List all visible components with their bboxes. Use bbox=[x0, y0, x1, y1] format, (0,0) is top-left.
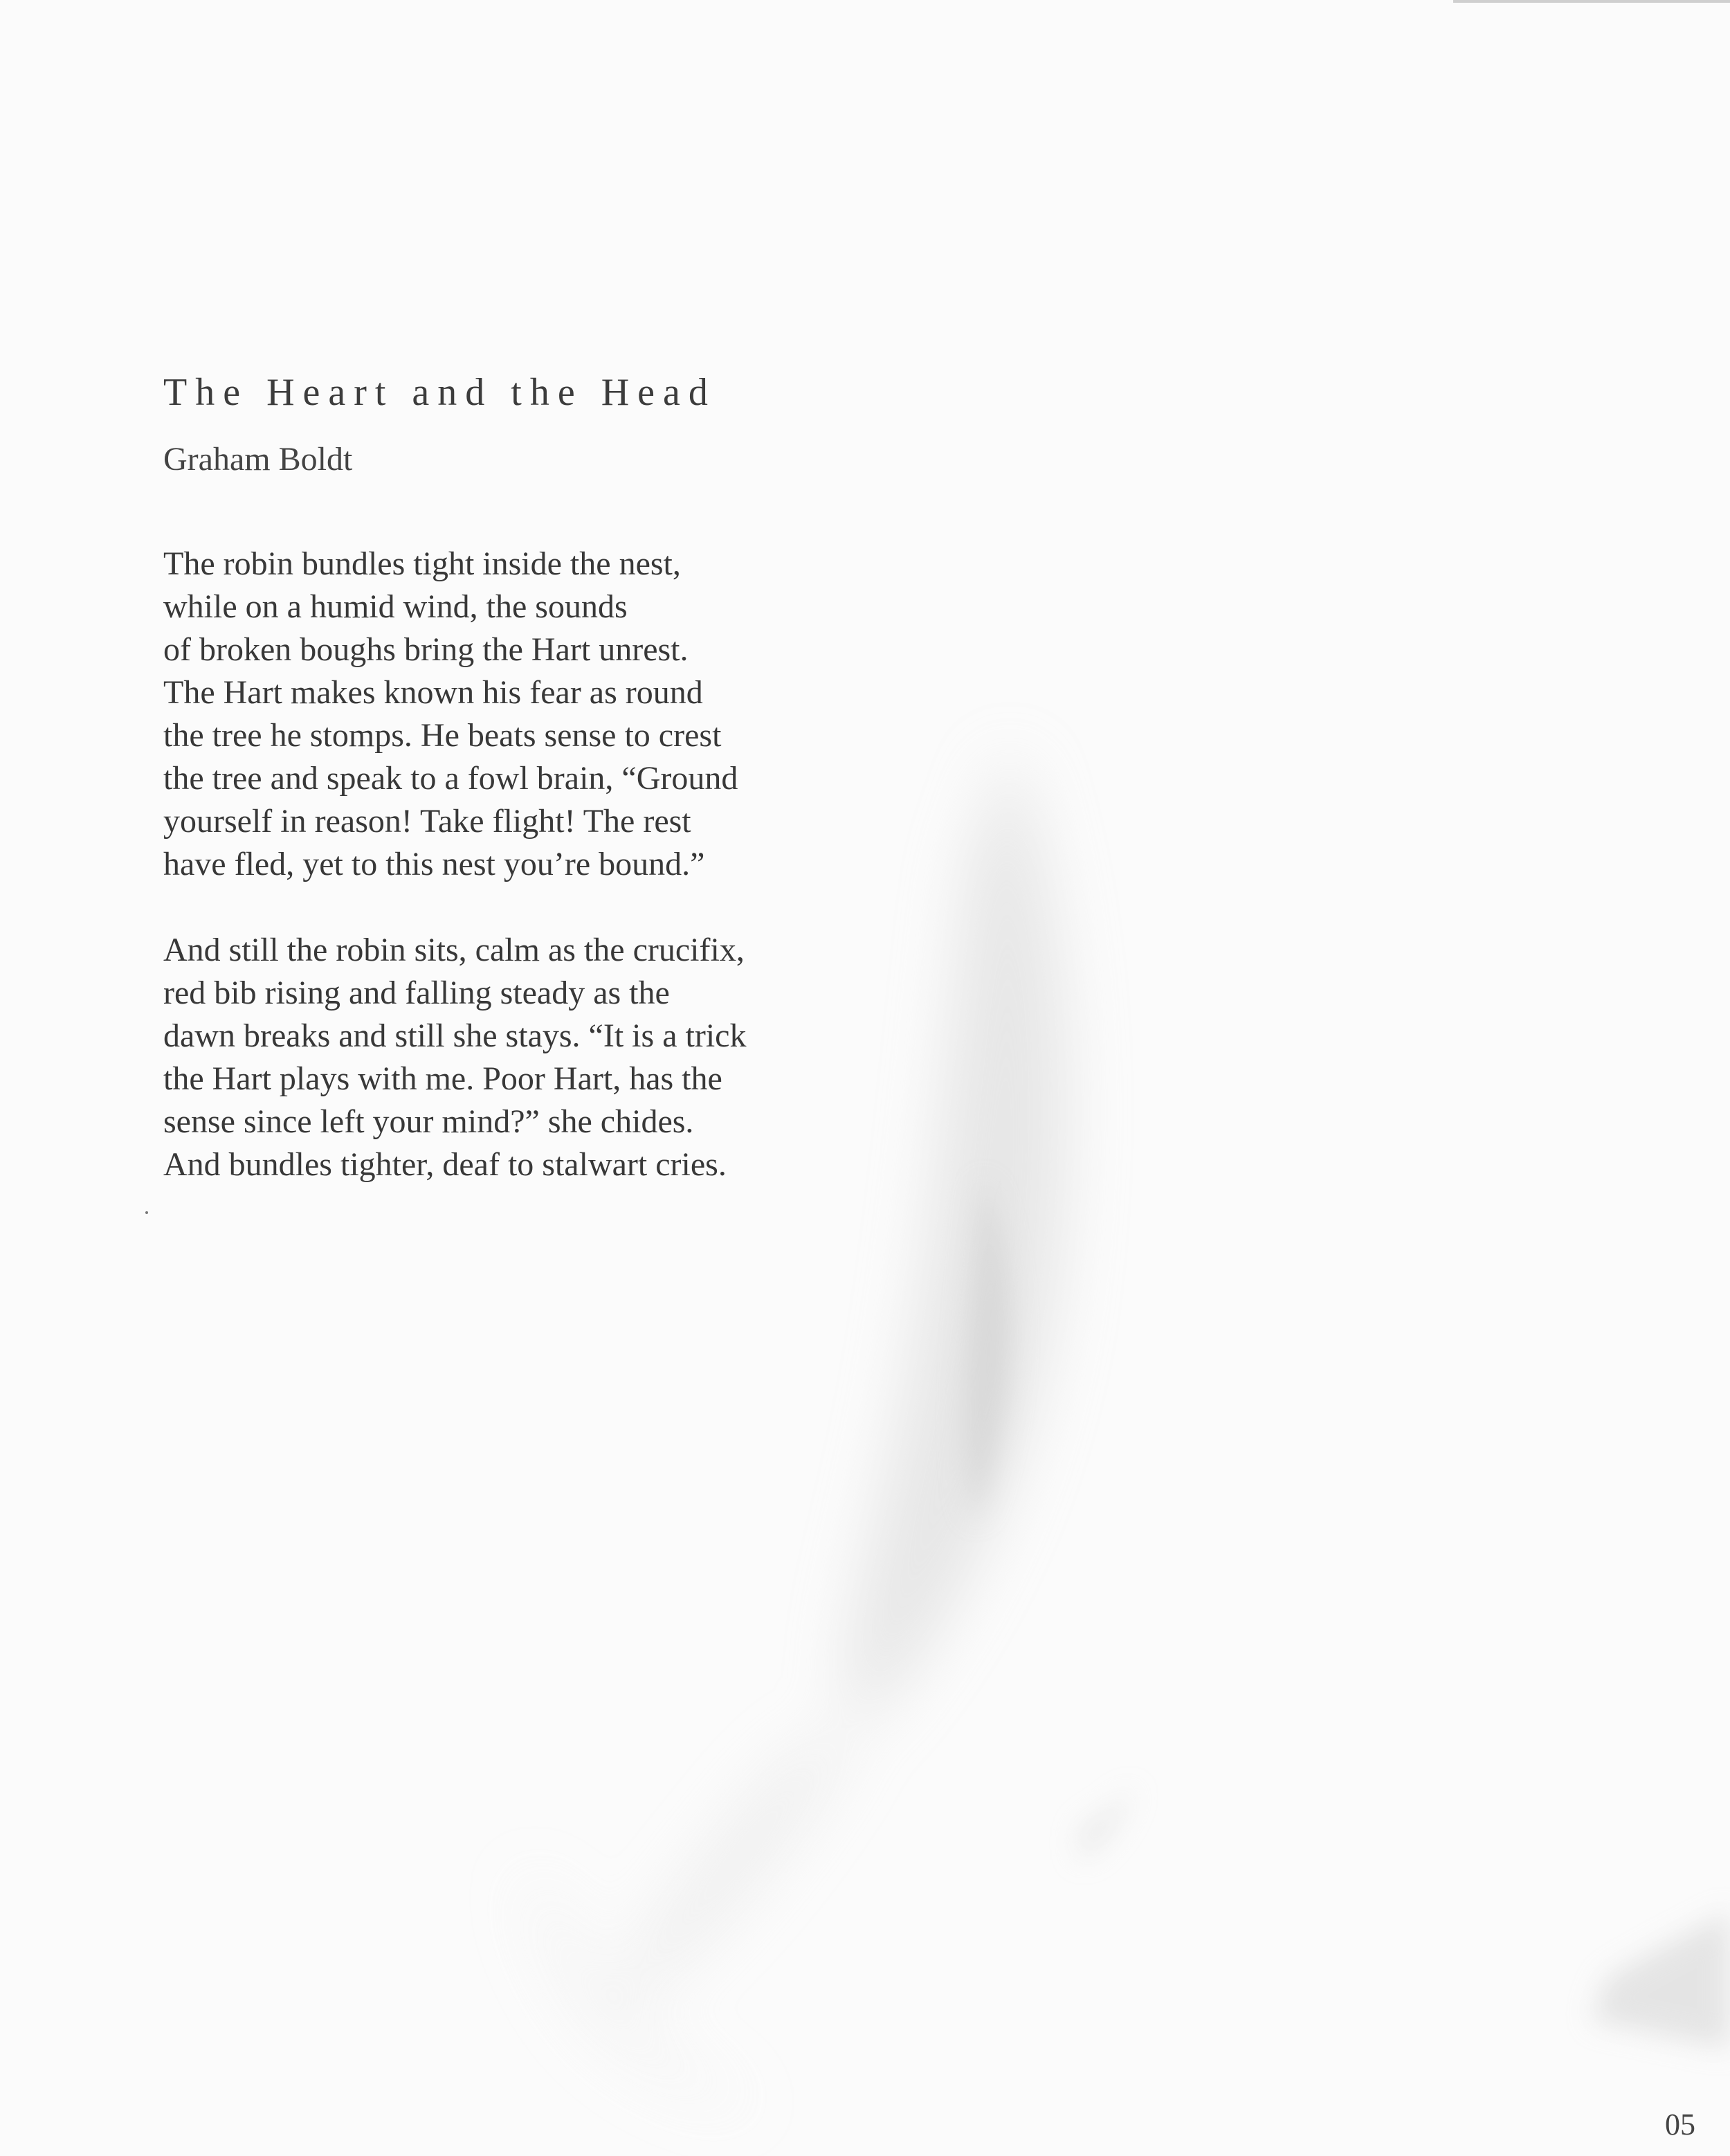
poem-author: Graham Boldt bbox=[163, 441, 353, 478]
poem-line: red bib rising and falling steady as the bbox=[163, 975, 670, 1011]
poem-line: the tree he stomps. He beats sense to crest bbox=[163, 717, 722, 754]
scan-edge bbox=[1453, 0, 1730, 3]
stanza bbox=[163, 929, 855, 1186]
poem-line: the tree and speak to a fowl brain, “Ground bbox=[163, 760, 738, 797]
poem-line: And bundles tighter, deaf to stalwart cries. bbox=[163, 1146, 727, 1183]
ink-speck bbox=[145, 1211, 148, 1214]
stanza bbox=[163, 543, 855, 886]
poem-body bbox=[163, 543, 855, 1229]
poem-line: dawn breaks and still she stays. “It is a trick bbox=[163, 1017, 747, 1054]
poem-line: the Hart plays with me. Poor Hart, has the bbox=[163, 1060, 722, 1097]
poem-line: while on a humid wind, the sounds bbox=[163, 588, 628, 625]
poem-line: yourself in reason! Take flight! The rest bbox=[163, 803, 691, 840]
poem-line: sense since left your mind?” she chides. bbox=[163, 1103, 694, 1140]
poem-line: have fled, yet to this nest you’re bound.” bbox=[163, 846, 705, 882]
poem-line: And still the robin sits, calm as the crucifix, bbox=[163, 932, 745, 968]
poem-title: The Heart and the Head bbox=[163, 371, 716, 414]
poem-line: of broken boughs bring the Hart unrest. bbox=[163, 631, 689, 668]
poem-line: The robin bundles tight inside the nest, bbox=[163, 545, 681, 582]
poem-line: The Hart makes known his fear as round bbox=[163, 674, 703, 711]
page-number: 05 bbox=[1665, 2108, 1695, 2141]
